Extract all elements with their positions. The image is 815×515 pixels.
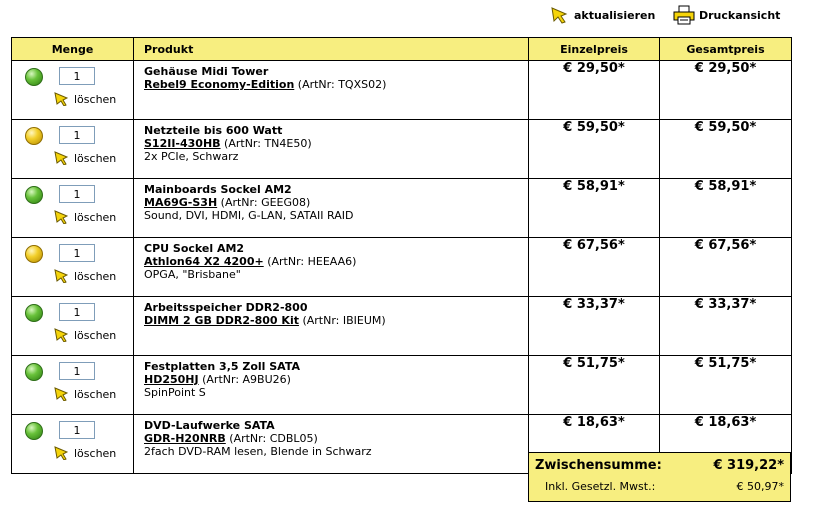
product-name-link[interactable]: GDR-H20NRB [144,432,226,445]
column-header-product: Produkt [134,38,529,61]
availability-status-icon [25,68,43,86]
delete-label: löschen [74,328,117,342]
product-name-link[interactable]: S12II-430HB [144,137,221,150]
product-category: Festplatten 3,5 Zoll SATA [144,360,301,373]
delete-arrow-icon [54,387,68,401]
unit-price: € 18,63* [529,415,660,474]
product-cell [134,238,529,297]
product-category: Netzteile bis 600 Watt [144,124,283,137]
product-article-number: (ArtNr: TN4E50) [224,137,312,150]
availability-status-icon [25,127,43,145]
unit-price: € 67,56* [529,238,660,297]
product-category: Mainboards Sockel AM2 [144,183,292,196]
print-view-button[interactable] [673,4,780,26]
delete-label: löschen [74,387,117,401]
quantity-input[interactable] [59,185,95,203]
qty-cell [12,179,134,238]
table-row [12,297,792,356]
column-header-total-price: Gesamtpreis [660,38,792,61]
total-price: € 59,50* [660,120,792,179]
product-article-number: (ArtNr: TQXS02) [297,78,387,91]
delete-item-button[interactable] [54,151,116,165]
delete-arrow-icon [54,92,68,106]
qty-cell [12,120,134,179]
delete-item-button[interactable] [54,446,116,460]
product-description: Sound, DVI, HDMI, G-LAN, SATAII RAID [144,209,354,222]
quantity-input[interactable] [59,303,95,321]
delete-arrow-icon [54,210,68,224]
product-name-link[interactable]: Athlon64 X2 4200+ [144,255,264,268]
total-price: € 67,56* [660,238,792,297]
table-row [12,179,792,238]
unit-price: € 29,50* [529,61,660,120]
delete-label: löschen [74,269,117,283]
qty-cell [12,61,134,120]
product-cell [134,297,529,356]
quantity-input[interactable] [59,67,95,85]
cart-table [11,37,792,474]
delete-arrow-icon [54,328,68,342]
delete-item-button[interactable] [54,328,116,342]
delete-item-button[interactable] [54,92,116,106]
product-name-link[interactable]: DIMM 2 GB DDR2-800 Kit [144,314,299,327]
product-name-link[interactable]: Rebel9 Economy-Edition [144,78,295,91]
delete-item-button[interactable] [54,387,116,401]
cart-header-row [12,38,792,61]
table-row [12,120,792,179]
qty-cell [12,415,134,474]
product-category: Gehäuse Midi Tower [144,65,269,78]
quantity-input[interactable] [59,126,95,144]
product-article-number: (ArtNr: CDBL05) [229,432,318,445]
delete-label: löschen [74,92,117,106]
subtotal-label: Zwischensumme: [535,458,662,473]
product-cell [134,356,529,415]
summary-box [528,452,791,502]
product-name-link[interactable]: HD250HJ [144,373,199,386]
availability-status-icon [25,363,43,381]
product-name-link[interactable]: MA69G-S3H [144,196,218,209]
refresh-button[interactable] [548,4,655,26]
qty-cell [12,356,134,415]
unit-price: € 51,75* [529,356,660,415]
product-category: Arbeitsspeicher DDR2-800 [144,301,308,314]
quantity-input[interactable] [59,244,95,262]
product-description: 2fach DVD-RAM lesen, Blende in Schwarz [144,445,372,458]
delete-arrow-icon [54,269,68,283]
product-description: OPGA, "Brisbane" [144,268,241,281]
unit-price: € 59,50* [529,120,660,179]
product-article-number: (ArtNr: HEEAA6) [267,255,357,268]
refresh-label: aktualisieren [574,8,656,22]
vat-value: € 50,97* [736,480,784,493]
product-cell [134,120,529,179]
total-price: € 33,37* [660,297,792,356]
delete-label: löschen [74,446,117,460]
product-article-number: (ArtNr: A9BU26) [202,373,291,386]
table-row [12,61,792,120]
vat-label: Inkl. Gesetzl. Mwst.: [545,480,656,493]
qty-cell [12,238,134,297]
column-header-qty: Menge [12,38,134,61]
product-cell [134,61,529,120]
delete-item-button[interactable] [54,269,116,283]
product-category: DVD-Laufwerke SATA [144,419,275,432]
qty-cell [12,297,134,356]
availability-status-icon [25,245,43,263]
total-price: € 58,91* [660,179,792,238]
quantity-input[interactable] [59,421,95,439]
unit-price: € 58,91* [529,179,660,238]
product-description: 2x PCIe, Schwarz [144,150,239,163]
delete-arrow-icon [54,446,68,460]
product-article-number: (ArtNr: GEEG08) [220,196,311,209]
total-price: € 51,75* [660,356,792,415]
quantity-input[interactable] [59,362,95,380]
availability-status-icon [25,422,43,440]
table-row [12,356,792,415]
toolbar [0,4,815,26]
product-article-number: (ArtNr: IBIEUM) [302,314,386,327]
total-price: € 29,50* [660,61,792,120]
column-header-unit-price: Einzelpreis [529,38,660,61]
table-row [12,238,792,297]
availability-status-icon [25,304,43,322]
total-price: € 18,63* [660,415,792,474]
product-cell [134,179,529,238]
product-description: SpinPoint S [144,386,206,399]
delete-arrow-icon [54,151,68,165]
refresh-arrow-icon [548,5,570,25]
product-category: CPU Sockel AM2 [144,242,245,255]
availability-status-icon [25,186,43,204]
print-view-label: Druckansicht [699,8,781,22]
printer-icon [673,5,695,25]
delete-label: löschen [74,210,117,224]
delete-label: löschen [74,151,117,165]
subtotal-value: € 319,22* [713,458,784,473]
unit-price: € 33,37* [529,297,660,356]
product-cell [134,415,529,474]
delete-item-button[interactable] [54,210,116,224]
